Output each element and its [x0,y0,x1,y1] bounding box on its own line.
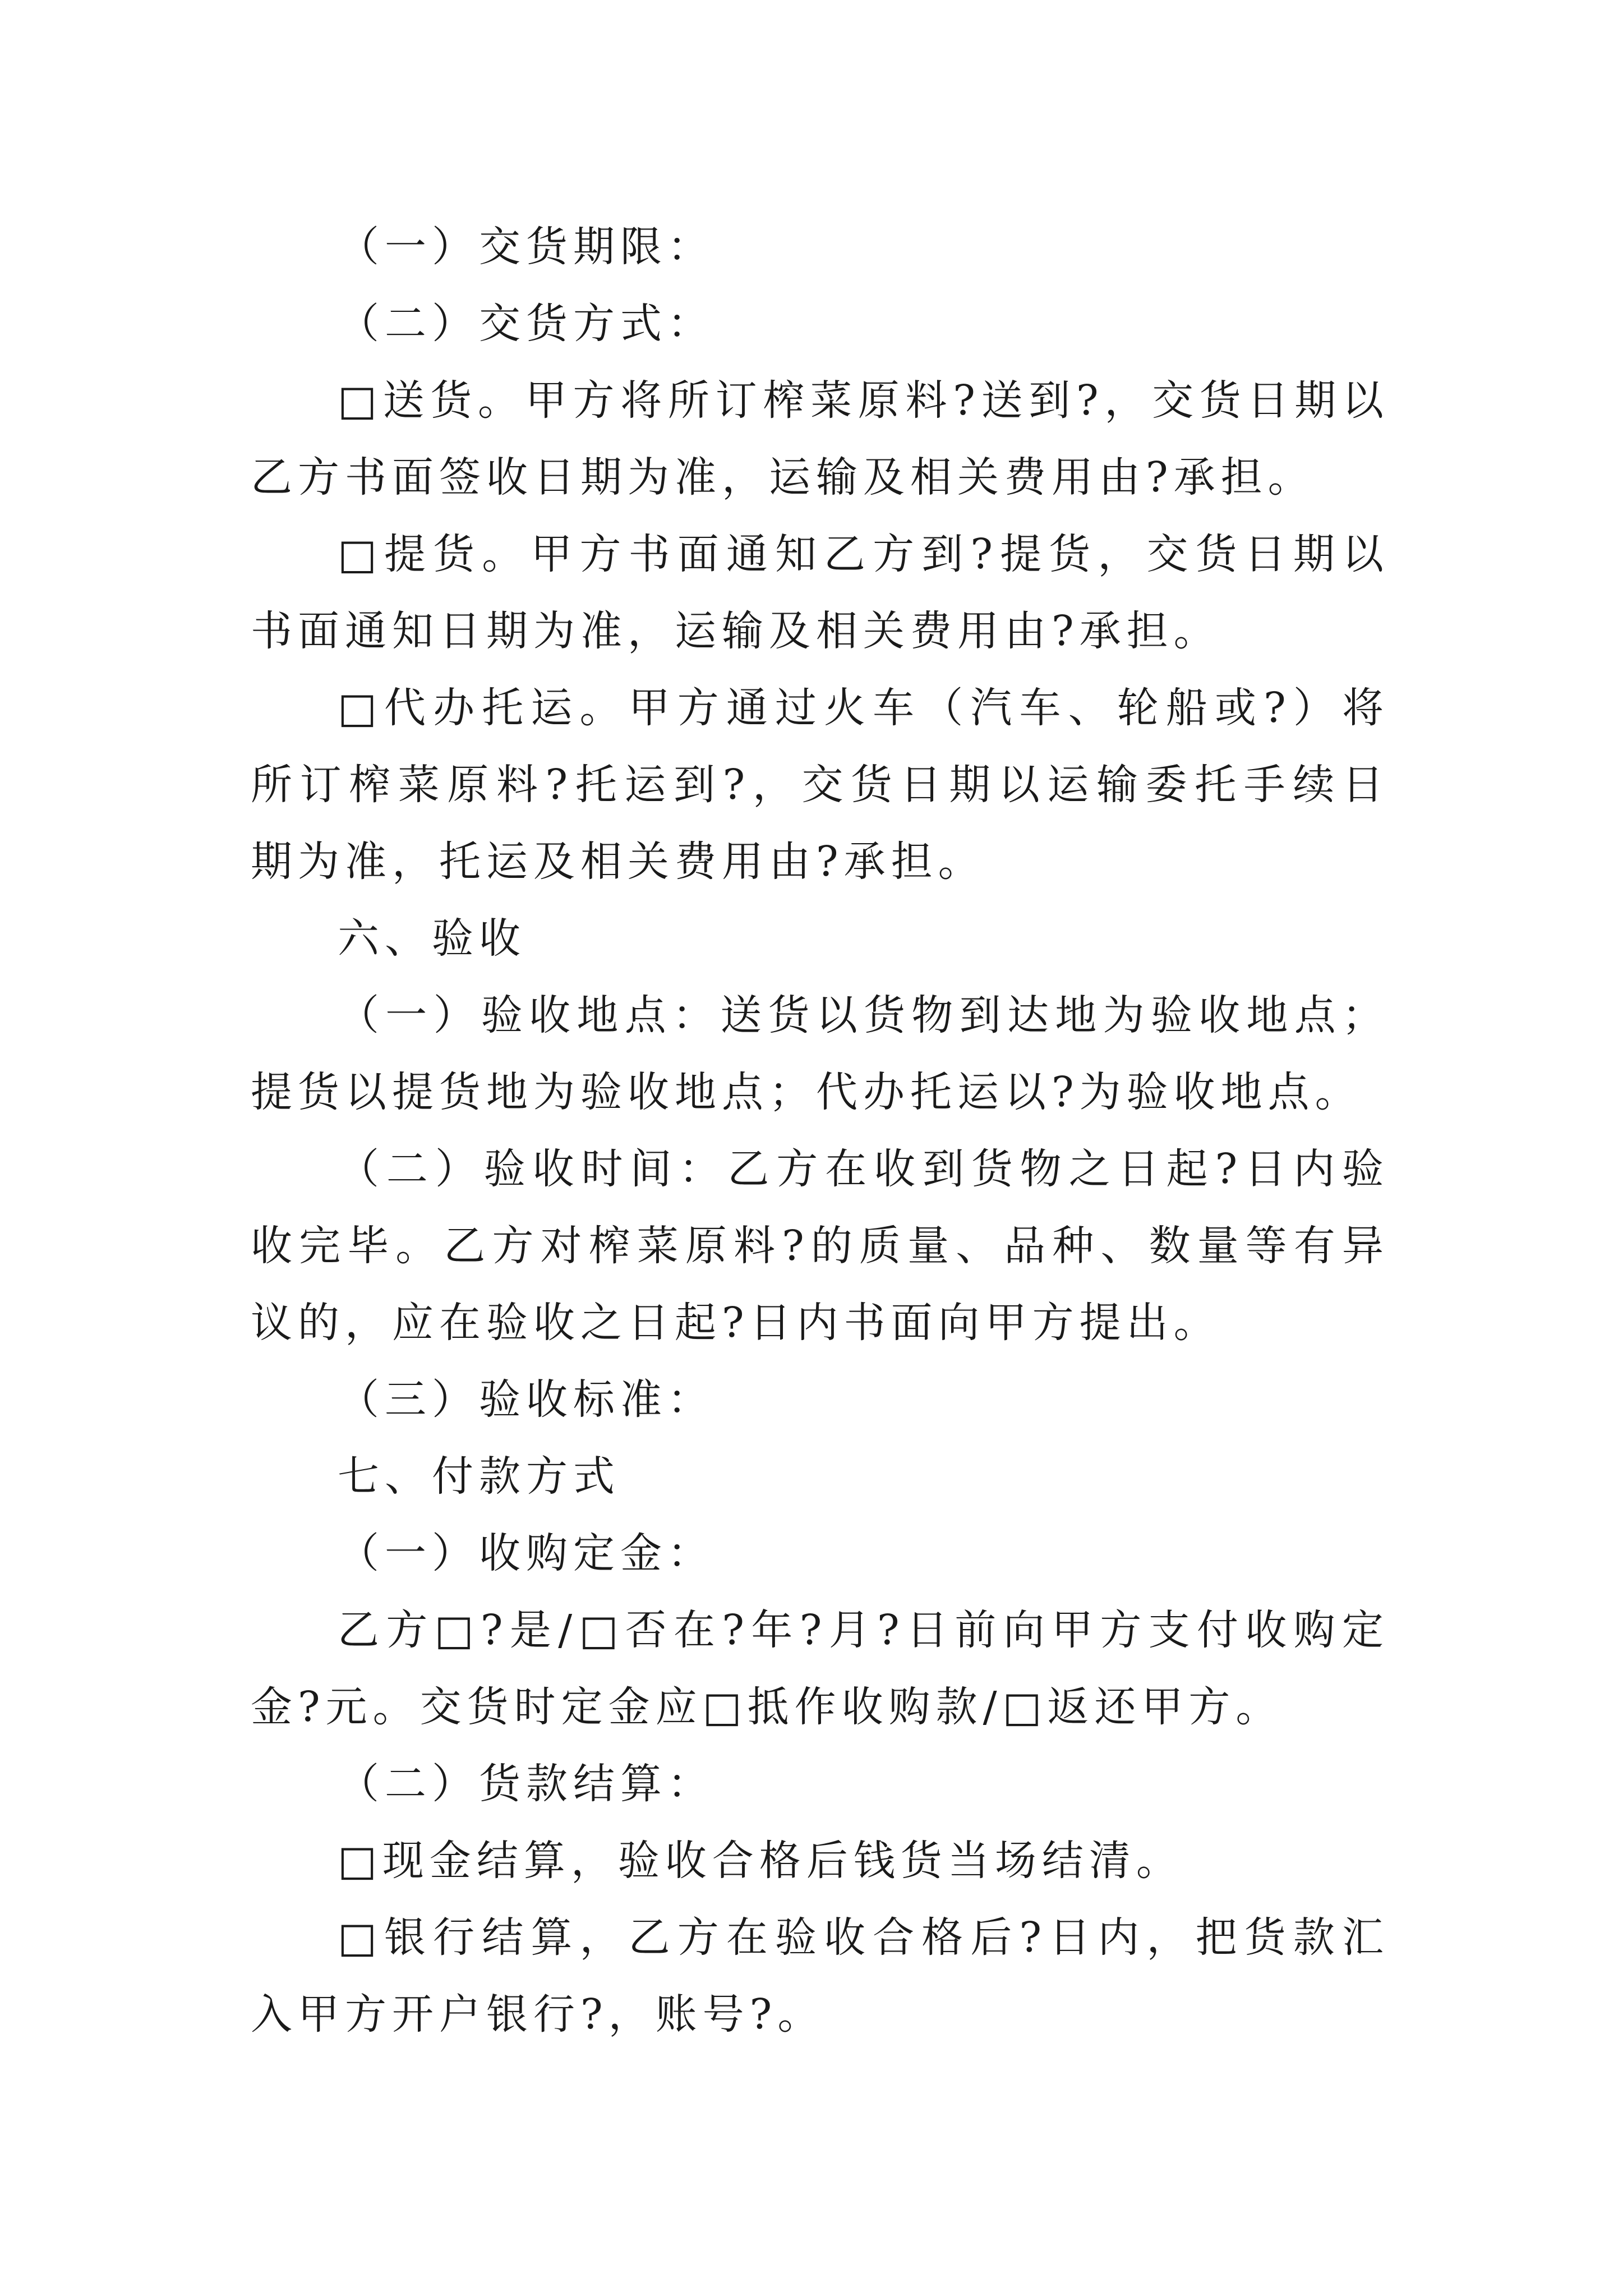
clause-delivery-method: （二）交货方式： [338,300,714,348]
option-pickup: □提货。甲方书面通知乙方到?提货，交货日期以书面通知日期为准，运输及相关费用由?承担。 [251,530,1389,655]
section-heading-payment: 七、付款方式 [338,1452,620,1501]
option-cash-settlement: □现金结算，验收合格后钱货当场结清。 [338,1837,1183,1885]
document-body [251,209,1389,2053]
deposit-detail: 乙方□?是/□否在?年?月?日前向甲方支付收购定金?元。交货时定金应□抵作收购款/□返还甲方。 [251,1606,1389,1731]
option-delivery: □送货。甲方将所订榨菜原料?送到?，交货日期以乙方书面签收日期为准，运输及相关费用由?承担。 [251,376,1389,501]
clause-acceptance-standard: （三）验收标准： [338,1375,714,1424]
clause-deposit: （一）收购定金： [338,1529,714,1577]
clause-settlement: （二）货款结算： [338,1760,714,1808]
clause-acceptance-time: （二）验收时间：乙方在收到货物之日起?日内验收完毕。乙方对榨菜原料?的质量、品种、数量等有异议的，应在验收之日起?日内书面向甲方提出。 [251,1145,1389,1347]
option-bank-settlement: □银行结算，乙方在验收合格后?日内，把货款汇入甲方开户银行?，账号?。 [251,1913,1389,2039]
section-heading-acceptance: 六、验收 [338,914,526,963]
clause-delivery-term: （一）交货期限： [338,223,714,271]
clause-acceptance-place: （一）验收地点：送货以货物到达地为验收地点；提货以提货地为验收地点；代办托运以?为验收地点。 [251,991,1389,1116]
option-consignment: □代办托运。甲方通过火车（汽车、轮船或?）将所订榨菜原料?托运到?，交货日期以运输委托手续日期为准，托运及相关费用由?承担。 [251,684,1389,886]
